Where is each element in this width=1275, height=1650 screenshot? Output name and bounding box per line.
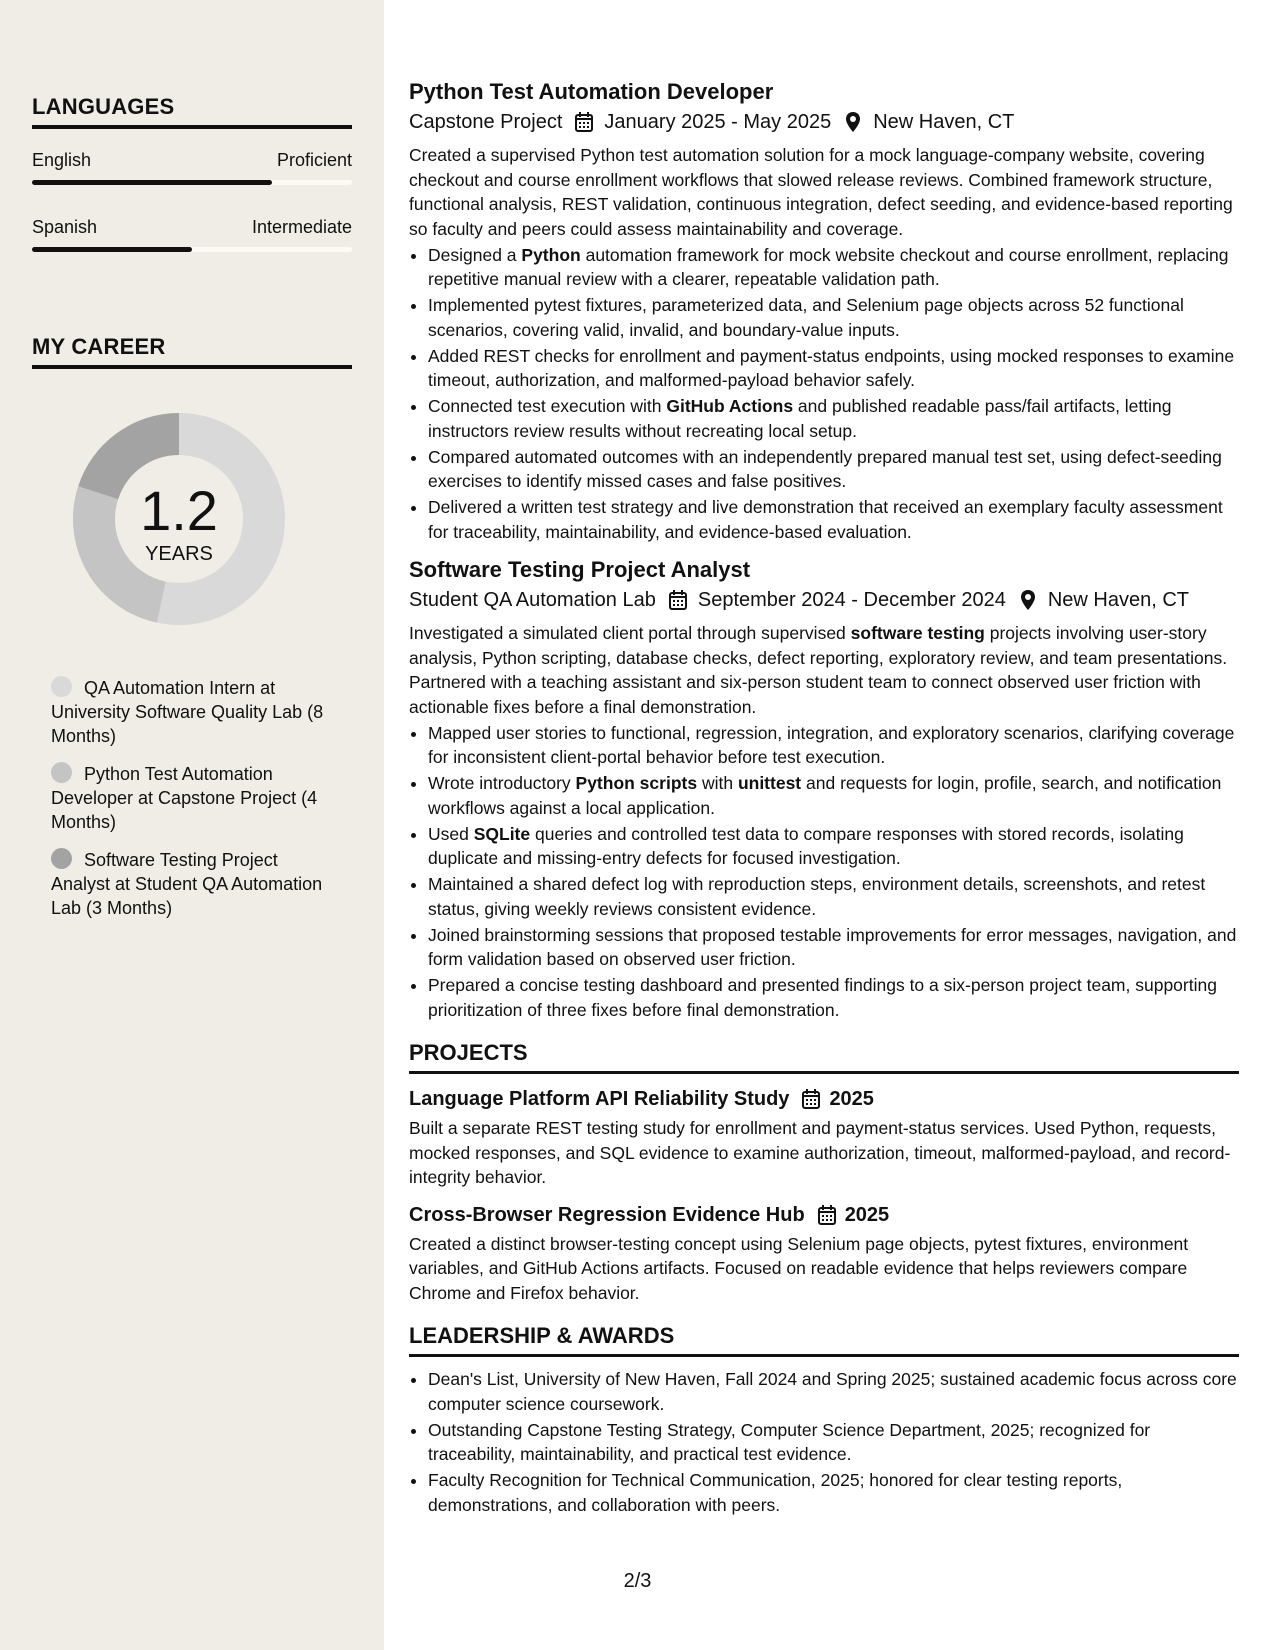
bullet-item: • Used SQLite queries and controlled test data to compare responses with stored records, isolating duplicate and missing-entry defects for focused investigation.: [428, 822, 1239, 871]
job-title: Python Test Automation Developer: [409, 79, 774, 104]
languages-heading: LANGUAGES: [32, 94, 352, 129]
location-pin-icon: [1018, 589, 1038, 611]
bullet-item: • Faculty Recognition for Technical Communication, 2025; honored for clear testing reports, demonstrations, and collaboration with peers.: [428, 1468, 1239, 1517]
bullet-item: • Connected test execution with GitHub Actions and published readable pass/fail artifacts, letting instructors review results without recreating local setup.: [428, 394, 1239, 443]
job-summary: Created a supervised Python test automation solution for a mock language-company website, covering checkout and course enrollment workflows that slowed release reviews. Combined framework structure, functional analysis, REST validation, continuous integration, defect seeding, and evidence-based reporting so faculty and peers could assess maintainability and coverage.: [409, 145, 1233, 239]
language-proficiency-bar: [32, 180, 352, 185]
career-section: [32, 334, 352, 369]
leadership-heading: LEADERSHIP & AWARDS: [409, 1323, 1239, 1357]
job-dates: September 2024 - December 2024: [697, 589, 1006, 611]
language-proficiency-bar: [32, 247, 352, 252]
job-summary: Investigated a simulated client portal through supervised software testing projects involving user-story analysis, Python scripting, database checks, defect reporting, exploratory review, and team presentations. Partnered with a teaching assistant and six-person student team to connect observed user friction with actionable fixes before a final demonstration.: [409, 623, 1228, 717]
career-legend-label: Software Testing Project Analyst at Student QA Automation Lab (3 Months): [51, 850, 323, 918]
career-legend-item: [51, 762, 336, 834]
career-total: [32, 481, 326, 566]
job-meta: [409, 587, 1239, 613]
project-title: Cross-Browser Regression Evidence Hub: [409, 1203, 805, 1226]
location-pin-icon: [843, 111, 863, 133]
experience-entry: [409, 556, 1239, 1022]
career-legend-item: [51, 676, 336, 748]
language-proficiency-fill: [32, 247, 192, 252]
bullet-item: • Mapped user stories to functional, regression, integration, and exploratory scenarios, clarifying coverage for inconsistent client-portal behavior before test execution.: [428, 721, 1239, 770]
project-entry: [409, 1202, 1239, 1306]
project-year: 2025: [829, 1088, 874, 1110]
job-organization: Student QA Automation Lab: [409, 589, 656, 611]
bullet-item: • Compared automated outcomes with an independently prepared manual test set, using defect-seeding exercises to identify missed cases and false positives.: [428, 445, 1239, 494]
language-name: Spanish: [32, 217, 98, 237]
career-legend-label: QA Automation Intern at University Software Quality Lab (8 Months): [51, 678, 324, 746]
legend-dot: [51, 676, 72, 697]
job-bullets: [409, 243, 1239, 545]
bullet-item: • Maintained a shared defect log with reproduction steps, environment details, screenshots, and retest status, giving weekly reviews consistent evidence.: [428, 872, 1239, 921]
bullet-item: • Joined brainstorming sessions that proposed testable improvements for error messages, navigation, and form validation based on observed user friction.: [428, 923, 1239, 972]
bullet-item: • Implemented pytest fixtures, parameterized data, and Selenium page objects across 52 functional scenarios, covering valid, invalid, and boundary-value inputs.: [428, 293, 1239, 342]
job-title: Software Testing Project Analyst: [409, 557, 751, 582]
job-bullets: [409, 721, 1239, 1023]
calendar-icon: [817, 1204, 837, 1226]
bullet-item: • Added REST checks for enrollment and payment-status endpoints, using mocked responses to examine timeout, authorization, and malformed-payload behavior safely.: [428, 344, 1239, 393]
job-location: New Haven, CT: [1047, 589, 1189, 611]
main-content: [409, 78, 1239, 1517]
calendar-icon: [574, 111, 594, 133]
job-dates: January 2025 - May 2025: [604, 111, 832, 133]
job-meta: [409, 109, 1239, 135]
bullet-item: • Designed a Python automation framework for mock website checkout and course enrollment, replacing repetitive manual review with a clearer, repeatable validation path.: [428, 243, 1239, 292]
project-description: Created a distinct browser-testing concept using Selenium page objects, pytest fixtures, environment variables, and GitHub Actions artifacts. Focused on readable evidence that helps reviewers compare Chrome and Firefox behavior.: [409, 1233, 1189, 1303]
language-name: English: [32, 150, 92, 170]
calendar-icon: [801, 1088, 821, 1110]
career-total-value: 1.2: [140, 479, 218, 542]
job-organization: Capstone Project: [409, 111, 563, 133]
bullet-item: • Dean's List, University of New Haven, Fall 2024 and Spring 2025; sustained academic focus across core computer science coursework.: [428, 1367, 1239, 1416]
language-level: Proficient: [276, 150, 352, 170]
bullet-item: • Prepared a concise testing dashboard and presented findings to a six-person project team, supporting prioritization of three fixes before final demonstration.: [428, 973, 1239, 1022]
career-legend-item: [51, 848, 336, 920]
job-location: New Haven, CT: [873, 111, 1015, 133]
page-number: 2/3: [623, 1570, 652, 1592]
projects-heading: PROJECTS: [409, 1040, 1239, 1074]
career-donut-chart: [32, 406, 352, 646]
sidebar: [0, 0, 384, 1650]
bullet-item: • Wrote introductory Python scripts with unittest and requests for login, profile, search, and notification workflows against a local application.: [428, 771, 1239, 820]
project-title-row: [409, 1086, 1239, 1112]
project-year: 2025: [844, 1203, 890, 1226]
language-proficiency-fill: [32, 180, 272, 185]
bullet-item: • Outstanding Capstone Testing Strategy, Computer Science Department, 2025; recognized for traceability, maintainability, and practical test evidence.: [428, 1418, 1239, 1467]
career-legend-label: Python Test Automation Developer at Capstone Project (4 Months): [51, 764, 318, 832]
bullet-item: • Delivered a written test strategy and live demonstration that received an exemplary faculty assessment for traceability, maintainability, and evidence-based evaluation.: [428, 495, 1239, 544]
project-entry: [409, 1086, 1239, 1190]
legend-dot: [51, 762, 72, 783]
career-legend: [51, 676, 336, 934]
experience-entry: [409, 78, 1239, 544]
project-description: Built a separate REST testing study for enrollment and payment-status services. Used Python, requests, mocked responses, and SQL evidence to examine authorization, timeout, malformed-payload, and record-integrity behavior.: [409, 1118, 1231, 1187]
language-level: Intermediate: [251, 217, 352, 237]
career-heading: MY CAREER: [32, 334, 352, 369]
languages-section: [32, 94, 352, 252]
language-spanish: [32, 217, 352, 252]
project-title-row: [409, 1202, 1239, 1228]
language-english: [32, 150, 352, 185]
calendar-icon: [668, 589, 688, 611]
legend-dot: [51, 848, 72, 869]
leadership-bullets: [409, 1367, 1239, 1517]
project-title: Language Platform API Reliability Study: [409, 1088, 790, 1110]
career-total-unit: YEARS: [145, 543, 213, 565]
